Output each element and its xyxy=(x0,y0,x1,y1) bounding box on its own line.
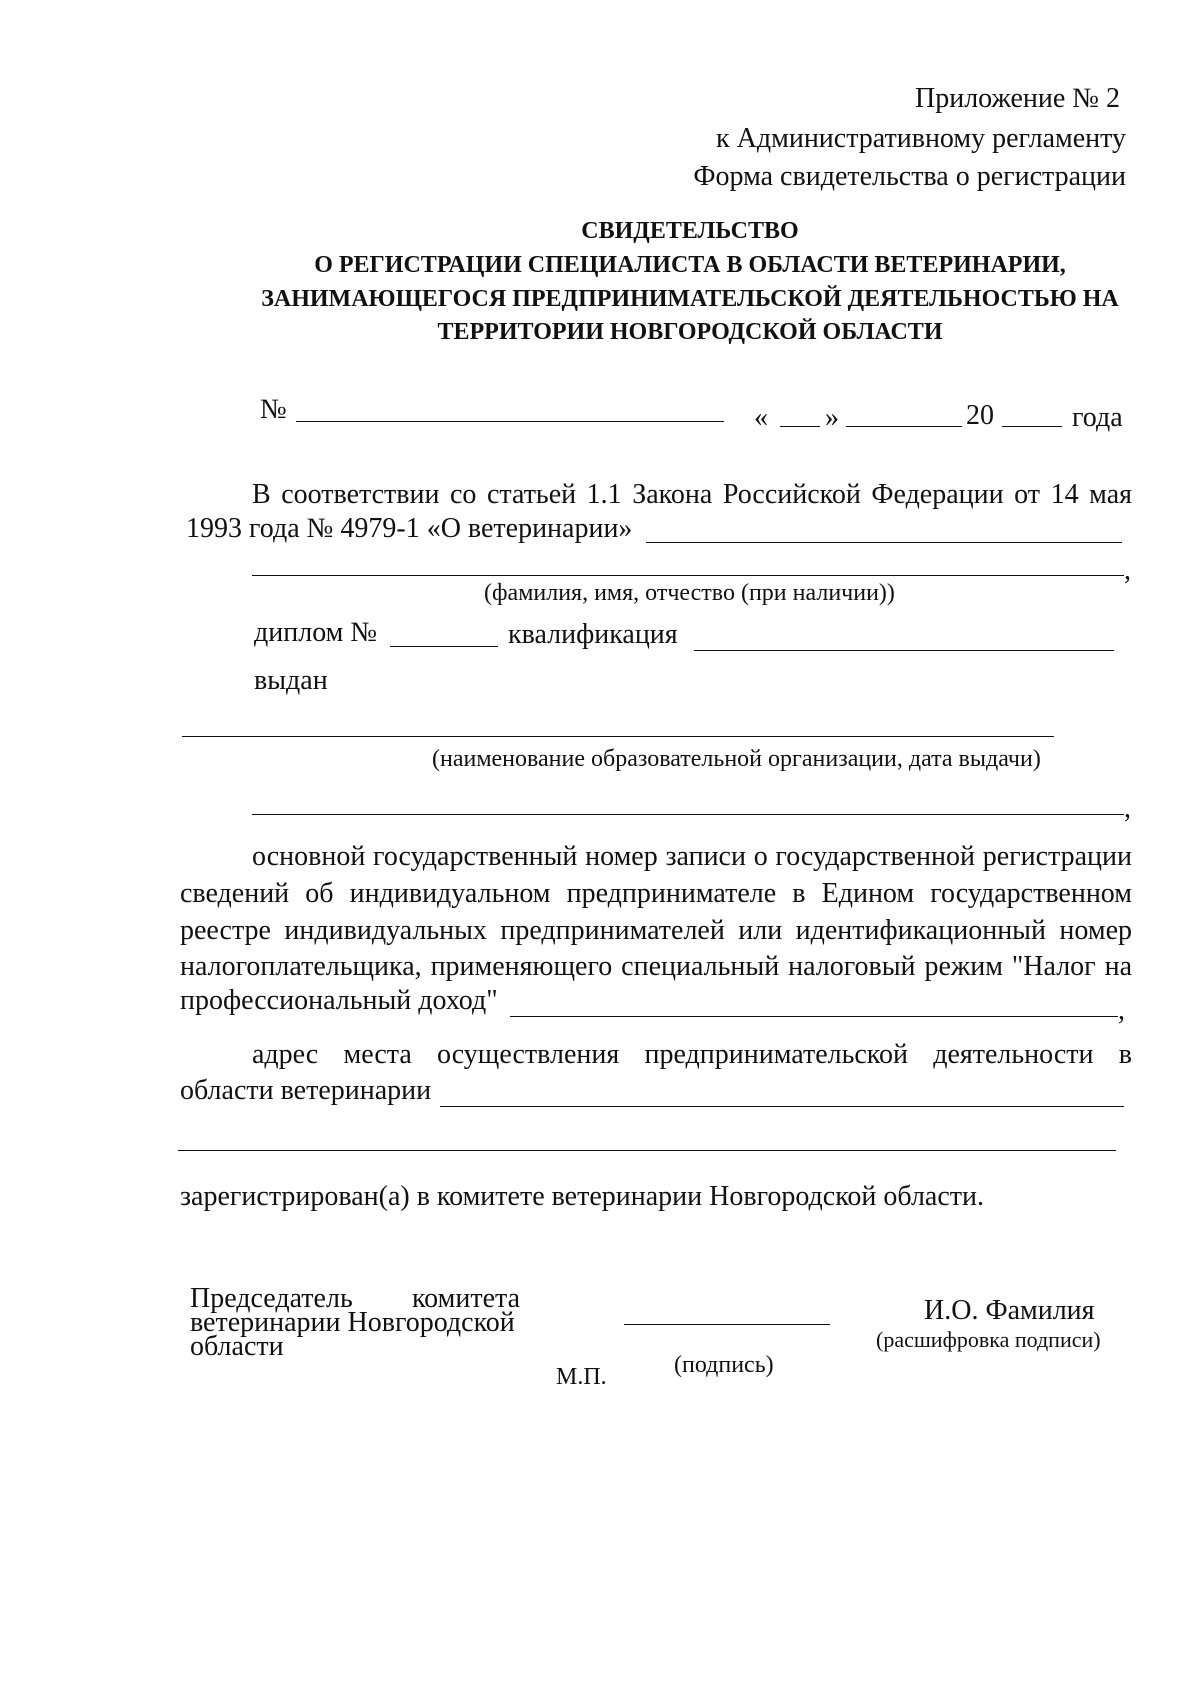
number-sign: № xyxy=(260,394,287,425)
ogrn-text-line1: основной государственный номер записи о государственной регистрации xyxy=(252,841,1132,872)
ogrn-text-line4: налогоплательщика, применяющего специальный налоговый режим "Налог на xyxy=(180,951,1132,982)
registered-statement: зарегистрирован(а) в комитете ветеринарии Новгородской области. xyxy=(180,1181,984,1212)
issued-label: выдан xyxy=(254,665,328,696)
ogrn-comma: , xyxy=(1118,995,1125,1026)
chair-title-line2: ветеринарии Новгородской xyxy=(190,1307,515,1338)
quote-open: « xyxy=(754,402,768,433)
law-reference-line2: 1993 года № 4979-1 «О ветеринарии» xyxy=(186,513,633,544)
document-title-line4: ТЕРРИТОРИИ НОВГОРОДСКОЙ ОБЛАСТИ xyxy=(437,319,943,345)
organization-comma: , xyxy=(1124,793,1131,824)
fio-comma: , xyxy=(1124,555,1131,586)
ogrn-text-line2: сведений об индивидуальном предпринимателе в Едином государственном xyxy=(180,878,1132,909)
day-field[interactable] xyxy=(780,426,820,427)
year-prefix: 20 xyxy=(966,400,994,431)
ogrn-text-line5: профессиональный доход" xyxy=(180,985,498,1016)
organization-field-continued[interactable] xyxy=(252,814,1124,815)
fio-caption: (фамилия, имя, отчество (при наличии)) xyxy=(484,580,895,606)
stamp-placeholder: М.П. xyxy=(556,1364,607,1390)
diploma-label: диплом № xyxy=(254,617,378,648)
diploma-number-field[interactable] xyxy=(390,646,498,647)
appendix-number: Приложение № 2 xyxy=(915,83,1120,114)
signature-caption: (подпись) xyxy=(674,1352,774,1378)
month-field[interactable] xyxy=(846,426,962,427)
document-title-line3: ЗАНИМАЮЩЕГОСЯ ПРЕДПРИНИМАТЕЛЬСКОЙ ДЕЯТЕЛЬНОСТЬЮ НА xyxy=(261,286,1119,312)
chair-title-word2: комитета xyxy=(412,1283,521,1314)
signatory-name: И.О. Фамилия xyxy=(924,1295,1095,1326)
address-field[interactable] xyxy=(440,1106,1124,1107)
address-field-continued[interactable] xyxy=(178,1150,1116,1151)
qualification-label: квалификация xyxy=(508,619,678,650)
organization-caption: (наименование образовательной организации, дата выдачи) xyxy=(432,746,1041,772)
document-title-line2: О РЕГИСТРАЦИИ СПЕЦИАЛИСТА В ОБЛАСТИ ВЕТЕРИНАРИИ, xyxy=(314,252,1066,278)
fio-field-part1[interactable] xyxy=(646,542,1122,543)
quote-close: » xyxy=(825,402,839,433)
regulation-reference: к Административному регламенту xyxy=(716,123,1126,154)
ogrn-text-line3: реестре индивидуальных предпринимателей или идентификационный номер xyxy=(180,915,1132,946)
ogrn-inn-field[interactable] xyxy=(510,1016,1118,1017)
certificate-number-field[interactable] xyxy=(296,421,724,422)
form-name: Форма свидетельства о регистрации xyxy=(693,161,1126,192)
fio-field-part2[interactable] xyxy=(252,575,1124,576)
qualification-field[interactable] xyxy=(694,650,1114,651)
document-title: СВИДЕТЕЛЬСТВО xyxy=(581,218,799,244)
chair-title-word1: Председатель xyxy=(190,1283,353,1314)
organization-field[interactable] xyxy=(182,736,1054,737)
signatory-name-caption: (расшифровка подписи) xyxy=(876,1327,1101,1352)
address-text-line2: области ветеринарии xyxy=(180,1075,432,1106)
signature-field[interactable] xyxy=(624,1324,830,1325)
year-field[interactable] xyxy=(1002,426,1062,427)
year-label: года xyxy=(1072,402,1123,433)
law-reference-line1: В соответствии со статьей 1.1 Закона Российской Федерации от 14 мая xyxy=(252,479,1132,510)
address-text-line1: адрес места осуществления предпринимательской деятельности в xyxy=(252,1039,1132,1070)
chair-title-line3: области xyxy=(190,1331,284,1362)
